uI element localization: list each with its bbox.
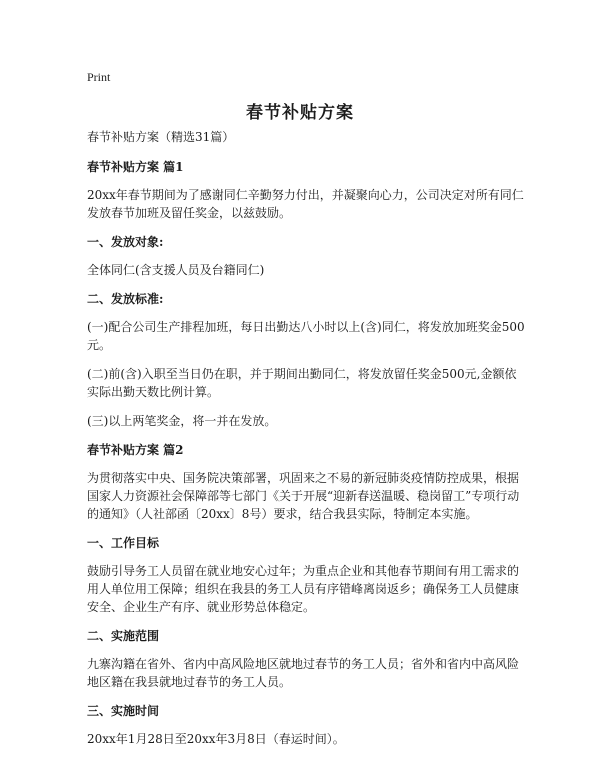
section-heading: 春节补贴方案 篇1 [87,160,184,174]
section-heading: 一、发放对象: [87,235,164,249]
section-heading: 春节补贴方案 篇2 [87,443,184,457]
section-heading: 三、实施时间 [87,704,160,718]
section-heading: 一、工作目标 [87,536,160,550]
document-subtitle: 春节补贴方案（精选31篇） [87,130,235,144]
paragraph: 全体同仁(含支援人员及台籍同仁) [87,263,265,277]
document-title: 春节补贴方案 [246,103,354,123]
paragraph: 20xx年春节期间为了感谢同仁辛勤努力付出，并凝聚向心力，公司决定对所有同仁发放春节加班及留任奖金，以兹鼓励。 [87,188,524,220]
document-body [87,128,527,759]
paragraph: 九寨沟籍在省外、省内中高风险地区就地过春节的务工人员；省外和省内中高风险地区籍在我县就地过春节的务工人员。 [87,657,520,689]
paragraph: 鼓励引导务工人员留在就业地安心过年；为重点企业和其他春节期间有用工需求的用人单位用工保障；组织在我县的务工人员有序错峰离岗返乡；确保务工人员健康安全、企业生产有序、就业形势总体稳定。 [87,564,520,614]
section-heading: 二、实施范围 [87,629,160,643]
paragraph: 20xx年1月28日至20xx年3月8日（春运时间）。 [87,732,345,746]
print-link[interactable]: Print [87,70,111,84]
paragraph: (三)以上两笔奖金，将一并在发放。 [87,414,277,428]
paragraph: 为贯彻落实中央、国务院决策部署，巩固来之不易的新冠肺炎疫情防控成果，根据国家人力资源社会保障部等七部门《关于开展“迎新春送温暖、稳岗留工”专项行动的通知》（人社部函〔20xx〕8号）要求，结合我县实际，特制定本实施。 [87,471,520,521]
section-heading: 二、发放标准: [87,292,164,306]
paragraph: (二)前(含)入职至当日仍在职，并于期间出勤同仁，将发放留任奖金500元,金额依实际出勤天数比例计算。 [87,367,517,399]
paragraph: (一)配合公司生产排程加班，每日出勤达八小时以上(含)同仁，将发放加班奖金500元。 [87,320,525,352]
